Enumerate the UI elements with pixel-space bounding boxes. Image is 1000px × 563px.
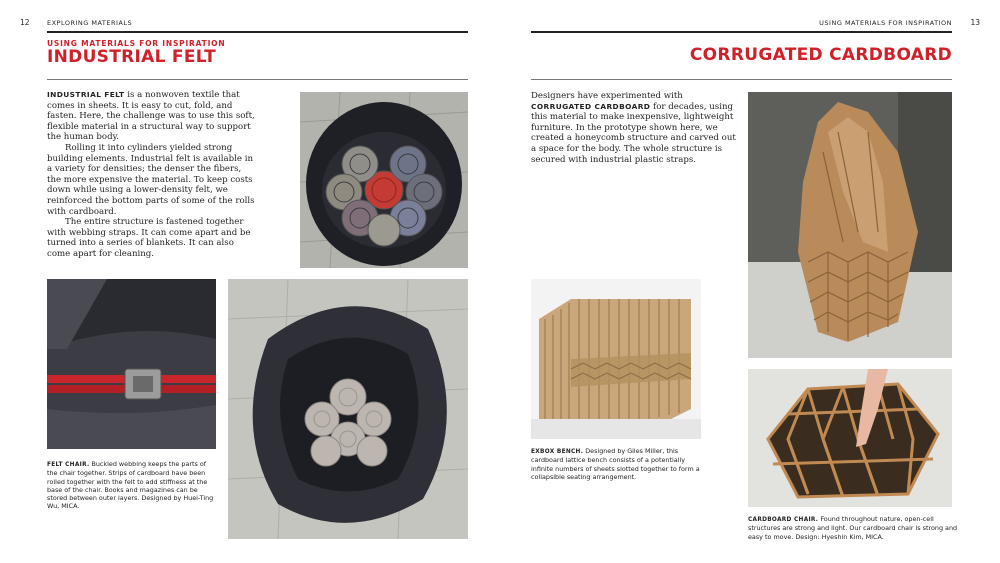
paragraph-1-cardboard-intro: Designers have experimented with	[531, 91, 683, 101]
body-text-felt	[47, 90, 257, 260]
photo-cardboard-triangle-chair	[748, 369, 952, 507]
caption-text-exbox-bench: Designed by Giles Miller, this cardboard lattice bench consists of a potentially infinite numbers of sheets slotted together to form a collapsible seating arrangement.	[531, 447, 700, 481]
lead-term-felt: INDUSTRIAL FELT	[47, 90, 125, 99]
caption-head-cardboard-chair: CARDBOARD CHAIR.	[748, 517, 819, 523]
caption-head-felt-chair: FELT CHAIR.	[47, 462, 90, 468]
section-title-felt: INDUSTRIAL FELT	[47, 47, 216, 67]
caption-head-exbox-bench: EXBOX BENCH.	[531, 449, 584, 455]
paragraph-3-felt: The entire structure is fastened together with webbing straps. It can come apart and be turned into a series of blankets. It can also come apart for cleaning.	[47, 217, 251, 259]
lead-term-cardboard: CORRUGATED CARDBOARD	[531, 101, 651, 111]
caption-cardboard-chair	[748, 515, 958, 541]
page-number-left: 12	[20, 18, 30, 27]
top-rule-left	[47, 31, 468, 33]
caption-exbox-bench	[531, 447, 701, 481]
photo-felt-rolls-bundle	[300, 92, 468, 268]
caption-text-felt-chair: Buckled webbing keeps the parts of the chair together. Strips of cardboard have been rolled together with the felt to add stiffness at the base of the chair. Books and magazines can be stored between outer layers. Designed by Huei-Ting Wu, MICA.	[47, 460, 214, 511]
photo-exbox-bench	[531, 279, 701, 439]
section-title-cardboard: CORRUGATED CARDBOARD	[689, 45, 952, 65]
body-text-cardboard	[531, 91, 739, 165]
photo-buckle-strap	[47, 279, 216, 449]
photo-cardboard-honeycomb-chair	[748, 92, 952, 358]
paragraph-1-cardboard: for decades, using this material to make inexpensive, lightweight furniture. In the prototype shown here, we created a honeycomb structure and carved out a space for the body. The whole structure is secured with industrial plastic straps.	[531, 101, 736, 165]
section-kicker: USING MATERIALS FOR INSPIRATION	[47, 39, 226, 48]
caption-text-cardboard-chair: Found throughout nature, open-cell structures are strong and light. Our cardboard chair is strong and easy to move. Design: Hyeshin Kim, MICA.	[748, 515, 958, 541]
photo-felt-chair	[228, 279, 468, 539]
caption-felt-chair	[47, 460, 217, 511]
paragraph-2-felt: Rolling it into cylinders yielded strong building elements. Industrial felt is available in a variety for densities; the denser the fibers, the more expensive the material. To keep costs down while using a lower-density felt, we reinforced the bottom parts of some of the rolls with cardboard.	[47, 142, 255, 217]
paragraph-1-felt: is a nonwoven textile that comes in sheets. It is easy to cut, fold, and fasten. Here, the challenge was to use this soft, flexible material in a structural way to support the human body.	[47, 90, 255, 143]
title-rule-right	[531, 79, 952, 80]
right-page	[500, 0, 1000, 563]
top-rule-right	[531, 31, 952, 33]
running-head-right: USING MATERIALS FOR INSPIRATION	[819, 19, 952, 27]
page-number-right: 13	[970, 18, 980, 27]
running-head-left: EXPLORING MATERIALS	[47, 19, 133, 27]
title-rule-left	[47, 79, 468, 80]
